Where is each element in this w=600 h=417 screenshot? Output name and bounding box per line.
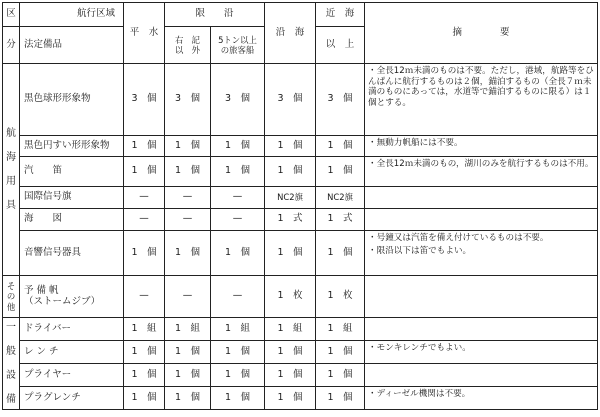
item-whistle: 汽 笛: [20, 157, 124, 187]
remark-note: ・ディーゼル機関は不要。: [365, 387, 598, 410]
cell: 1 式: [316, 209, 365, 231]
item-label: 法定備品: [20, 27, 124, 64]
cell: 1 個: [211, 157, 265, 187]
cell: 1 個: [316, 136, 365, 157]
cell: 1 個: [316, 157, 365, 187]
cell: 1 式: [265, 209, 316, 231]
cell: 1 個: [211, 136, 265, 157]
cell: 3 個: [316, 64, 365, 136]
cell: 1 個: [124, 157, 165, 187]
cell: 1 個: [165, 157, 211, 187]
cell: 1 個: [165, 136, 211, 157]
item-pliers: プライヤー: [20, 364, 124, 387]
cell: 3 個: [265, 64, 316, 136]
cell: —: [165, 276, 211, 318]
cell: 1 枚: [265, 276, 316, 318]
remark-note: ・無動力帆船には不要。: [365, 136, 598, 157]
cell: 1 個: [316, 364, 365, 387]
item-storm-jib: 予 備 帆 （ストームジブ）: [20, 276, 124, 318]
remark-note: ・モンキレンチでもよい。: [365, 341, 598, 364]
limited-other-header: 右 記 以 外: [165, 27, 211, 64]
remark-empty: [365, 209, 598, 231]
item-black-cone: 黒色円すい形形象物: [20, 136, 124, 157]
cell: 1 個: [211, 231, 265, 276]
remark-note: ・限沿以下は笛でもよい。: [368, 245, 472, 256]
cell: —: [211, 276, 265, 318]
remark-empty: [365, 364, 598, 387]
heisui-header: 平 水: [124, 3, 165, 64]
category-header-bottom: 分: [3, 27, 20, 64]
item-wrench: レ ン チ: [20, 341, 124, 364]
remarks-header: 摘 要: [365, 3, 598, 64]
remark-empty: [365, 318, 598, 341]
cell: 1 枚: [316, 276, 365, 318]
section-navigation: 航 海 用 具: [3, 64, 20, 276]
item-chart: 海 図: [20, 209, 124, 231]
cell: 1 個: [165, 231, 211, 276]
cell: 1 個: [316, 341, 365, 364]
cell: 1 個: [124, 387, 165, 410]
cell: 3 個: [211, 64, 265, 136]
cell: 1 個: [265, 364, 316, 387]
cell: NC2旗: [316, 187, 365, 209]
cell: 1 組: [265, 318, 316, 341]
cell: 1 個: [124, 136, 165, 157]
cell: 1 組: [124, 318, 165, 341]
cell: 1 個: [211, 387, 265, 410]
item-screwdriver: ドライバー: [20, 318, 124, 341]
cell: NC2旗: [265, 187, 316, 209]
cell: —: [124, 187, 165, 209]
cell: —: [124, 276, 165, 318]
item-sound-signal: 音響信号器具: [20, 231, 124, 276]
item-plug-wrench: プラグレンチ: [20, 387, 124, 410]
cell: 1 個: [165, 341, 211, 364]
zone-label: [20, 3, 124, 27]
cell: 1 個: [124, 341, 165, 364]
cell: —: [165, 187, 211, 209]
near-sea-header-top: 近 海: [316, 3, 365, 27]
cell: 1 個: [265, 387, 316, 410]
cell: 1 個: [124, 231, 165, 276]
section-other: その 他: [3, 276, 20, 318]
cell: 1 個: [316, 387, 365, 410]
item-black-ball: 黒色球形形象物: [20, 64, 124, 136]
equipment-table: [2, 2, 598, 410]
cell: 1 個: [316, 231, 365, 276]
cell: 1 個: [265, 231, 316, 276]
cell: 1 組: [211, 318, 265, 341]
remark-empty: [365, 276, 598, 318]
remark-note: ・全長12ｍ未満のものは不要。ただし，港域，航路等をひんぱんに航行するものは２個，錨泊するもの（全長７ｍ未満のものにあっては，水道等で錨泊するものに限る）は１個とする。: [365, 64, 598, 136]
cell: 1 個: [211, 364, 265, 387]
coastal-header: 沿 海: [265, 3, 316, 64]
zone-label-text: 航行区域: [76, 8, 115, 20]
limited-passenger-header: 5トン以上 の旅客船: [211, 27, 265, 64]
cell: 1 組: [316, 318, 365, 341]
cell: —: [124, 209, 165, 231]
remark-note-pair: [365, 231, 598, 276]
cell: 1 組: [165, 318, 211, 341]
cell: 1 個: [211, 341, 265, 364]
cell: 1 個: [265, 157, 316, 187]
cell: 1 個: [265, 341, 316, 364]
limited-coastal-header: 限 沿: [165, 3, 265, 27]
cell: —: [211, 209, 265, 231]
remark-note: ・全長12ｍ未満のもの，湖川のみを航行するものは不用。: [365, 157, 598, 187]
cell: 1 個: [265, 136, 316, 157]
category-header-top: 区: [3, 3, 20, 27]
cell: 1 個: [124, 364, 165, 387]
section-tools: 一 般 設 備: [3, 318, 20, 410]
remark-note: ・号鐘又は汽笛を備え付けているものは不要。: [368, 233, 549, 243]
cell: —: [211, 187, 265, 209]
cell: 1 個: [165, 364, 211, 387]
item-signal-flags: 国際信号旗: [20, 187, 124, 209]
cell: 1 個: [165, 387, 211, 410]
cell: 3 個: [165, 64, 211, 136]
near-sea-header-bottom: 以 上: [316, 27, 365, 64]
remark-empty: [365, 187, 598, 209]
cell: 3 個: [124, 64, 165, 136]
cell: —: [165, 209, 211, 231]
